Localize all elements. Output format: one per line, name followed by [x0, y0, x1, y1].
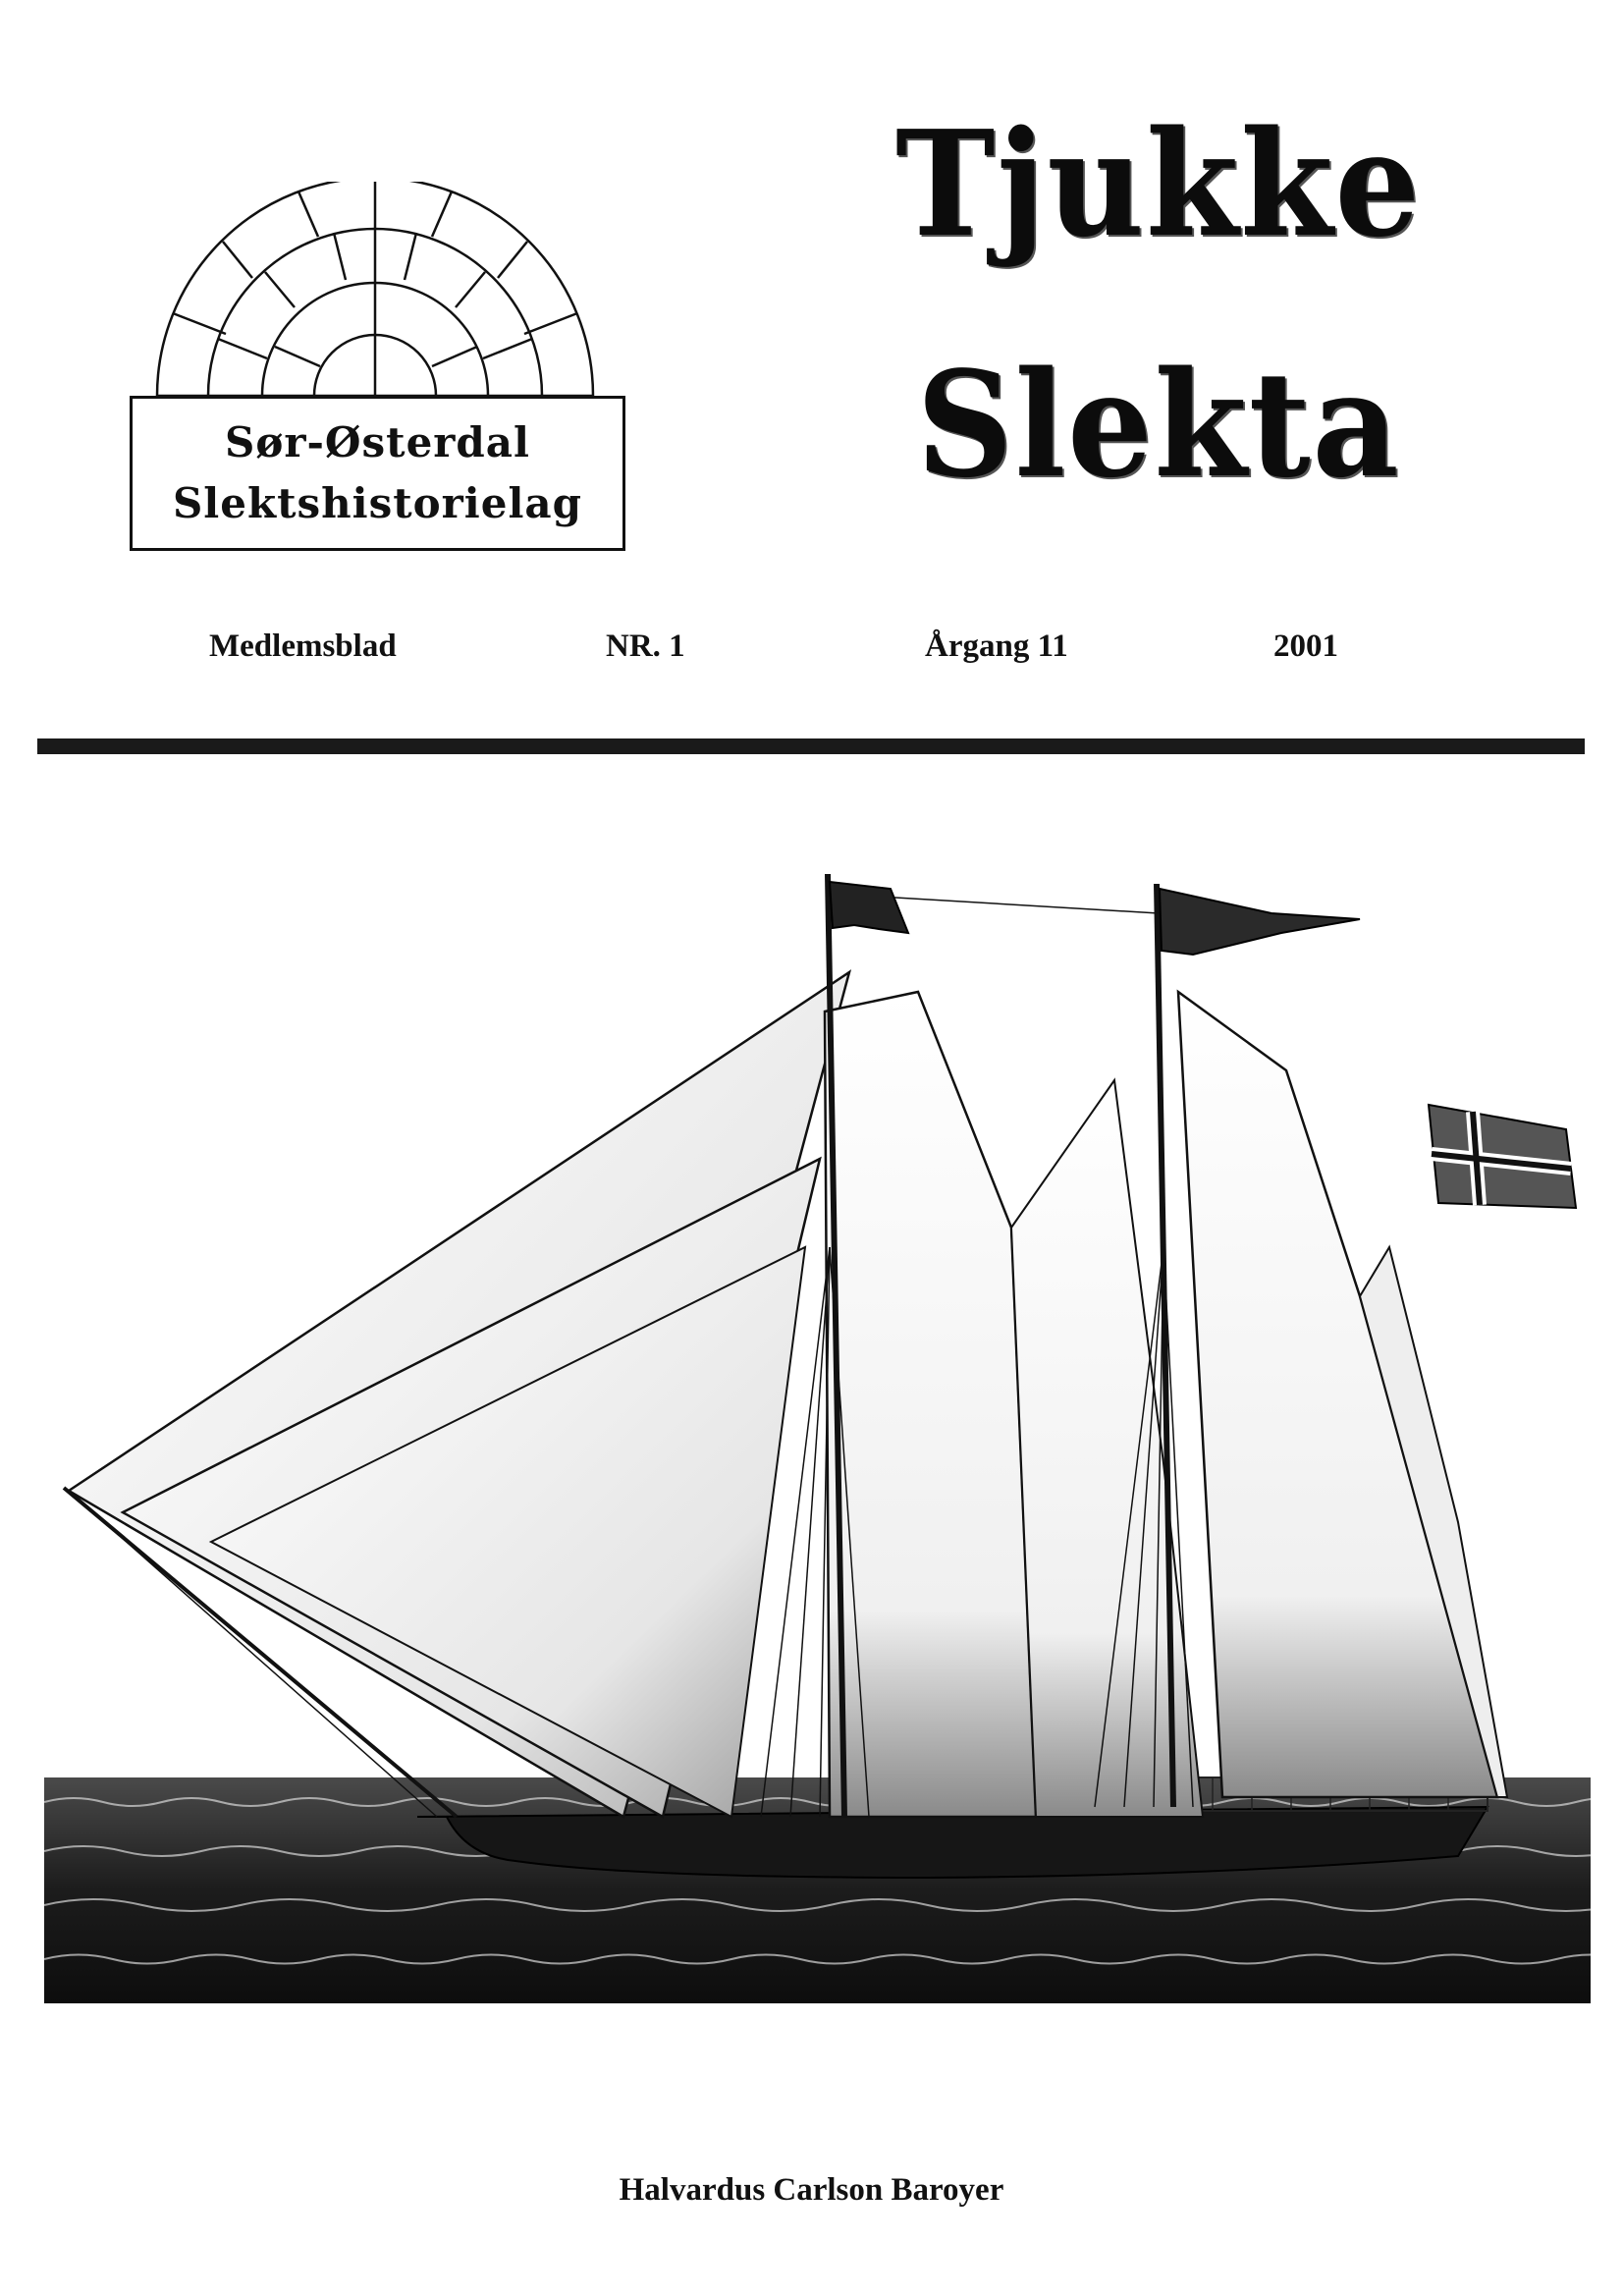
fan-window-emblem: [128, 182, 633, 417]
volume-label: Årgang 11: [925, 629, 1068, 664]
schooner-illustration: [44, 835, 1591, 2003]
publication-type: Medlemsblad: [209, 629, 397, 664]
cover-caption: Halvardus Carlson Baroyer: [619, 2172, 1004, 2208]
main-mast-pennant: [1160, 889, 1360, 955]
fore-mast-pennant: [830, 882, 908, 933]
publication-year: 2001: [1273, 629, 1338, 664]
society-name-box: [130, 396, 625, 551]
issue-info-row: [0, 629, 1623, 678]
fore-topsail: [825, 992, 1036, 1817]
header-divider: [37, 738, 1585, 754]
magazine-title-line-1: Tjukke: [895, 98, 1422, 269]
society-name-line-1: Sør-Østerdal: [225, 418, 530, 466]
norwegian-flag-icon: [1429, 1105, 1576, 1208]
magazine-title-line-2: Slekta: [916, 339, 1401, 510]
issue-number: NR. 1: [606, 629, 685, 664]
society-logo: [128, 182, 633, 565]
society-name-line-2: Slektshistorielag: [172, 479, 583, 527]
